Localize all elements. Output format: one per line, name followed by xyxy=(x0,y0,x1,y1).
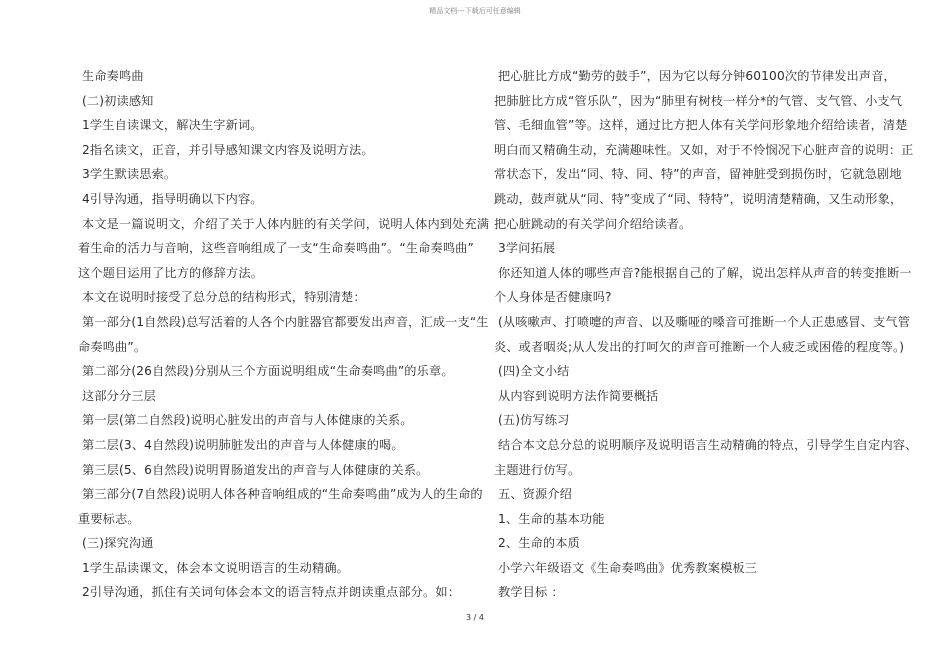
text-line: 把心脏跳动的有关学问介绍给读者。 xyxy=(494,216,692,231)
text-line: 小学六年级语文《生命奏鸣曲》优秀教案模板三 xyxy=(498,560,758,575)
text-line: 跳动，鼓声就从“同、特”变成了“同、特特”，说明清楚精确，又生动形象， xyxy=(494,191,903,206)
text-line: 这部分分三层 xyxy=(82,388,157,403)
text-line: (二)初读感知 xyxy=(82,93,154,108)
text-line: 3学问拓展 xyxy=(498,241,556,256)
text-line: 第二层(3、4自然段)说明肺脏发出的声音与人体健康的喝。 xyxy=(82,437,404,452)
page-header: 精品文档---下载后可任意编辑 xyxy=(429,7,521,15)
text-line: 常状态下，发出“同、特、同、特”的声音，留神脏受到损伤时，它就急剧地 xyxy=(494,167,902,182)
text-line: 1、生命的基本功能 xyxy=(498,511,605,526)
text-line: 第三层(5、6自然段)说明胃肠道发出的声音与人体健康的关系。 xyxy=(82,462,429,477)
text-line: (四)全文小结 xyxy=(498,364,570,379)
text-line: 生命奏鸣曲 xyxy=(82,69,144,83)
text-line: 1学生品读课文，体会本文说明语言的生动精确。 xyxy=(82,560,349,575)
text-line: (三)探究沟通 xyxy=(82,536,154,551)
page-number: 3 / 4 xyxy=(466,613,484,622)
text-line: 教学目标 ： xyxy=(498,585,564,600)
text-line: 从内容到说明方法作简要概括 xyxy=(498,388,659,403)
text-line: 第三部分(7自然段)说明人体各种音响组成的“生命奏鸣曲”成为人的生命的 xyxy=(82,487,483,502)
text-line: 第一层(第二自然段)说明心脏发出的声音与人体健康的关系。 xyxy=(82,413,413,428)
text-line: 管、毛细血管”等。这样，通过比方把人体有关学问形象地介绍给读者，清楚 xyxy=(494,118,908,133)
text-line: 主题进行仿写。 xyxy=(494,462,581,477)
text-line: 第一部分(1自然段)总写活着的人各个内脏器官都要发出声音，汇成一支“生 xyxy=(82,314,489,329)
text-line: 五、资源介绍 xyxy=(498,487,573,502)
left-column xyxy=(78,64,490,605)
text-line: 2引导沟通，抓住有关词句体会本文的语言特点并朗读重点部分。如： xyxy=(82,585,461,600)
text-line: 把肺脏比方成“管乐队”，因为“肺里有树枝一样分*的气管、支气管、小支气 xyxy=(494,93,903,108)
text-line: 3学生默读思索。 xyxy=(82,167,177,182)
text-line: 本文是一篇说明文，介绍了关于人体内脏的有关学问，说明人体内到处充满 xyxy=(82,216,490,231)
right-column xyxy=(494,64,918,605)
text-line: 把心脏比方成“勤劳的鼓手”，因为它以每分钟60100次的节律发出声音， xyxy=(498,69,896,83)
text-line: 这个题目运用了比方的修辞方法。 xyxy=(78,265,264,280)
text-line: 重要标志。 xyxy=(78,511,140,526)
text-line: 4引导沟通，指导明确以下内容。 xyxy=(82,191,263,206)
text-line: (从咳嗽声、打喷嚏的声音、以及嘶哑的嗓音可推断一个人正患感冒、支气管 xyxy=(498,314,911,329)
text-line: 着生命的活力与音响，这些音响组成了一支“生命奏鸣曲”。“生命奏鸣曲” xyxy=(78,241,474,256)
text-line: 1学生自读课文，解决生字新词。 xyxy=(82,118,263,133)
text-line: 本文在说明时接受了总分总的结构形式，特别清楚： xyxy=(82,290,366,305)
text-line: 个人身体是否健康吗? xyxy=(494,290,612,305)
text-line: 炎、或者咽炎;从人发出的打呵欠的声音可推断一个人疲乏或困倦的程度等。) xyxy=(494,339,905,354)
text-line: 第二部分(26自然段)分别从三个方面说明组成“生命奏鸣曲”的乐章。 xyxy=(82,364,454,379)
text-line: 结合本文总分总的说明顺序及说明语言生动精确的特点，引导学生自定内容、 xyxy=(498,437,918,452)
text-line: (五)仿写练习 xyxy=(498,413,570,428)
text-line: 明白而又精确生动，充满趣味性。又如，对于不怜悯况下心脏声音的说明：正 xyxy=(494,142,914,157)
text-line: 命奏鸣曲”。 xyxy=(78,339,147,354)
text-line: 你还知道人体的哪些声音?能根据自己的了解，说出怎样从声音的转变推断一 xyxy=(498,265,912,280)
text-line: 2、生命的本质 xyxy=(498,536,580,551)
text-line: 2指名读文，正音，并引导感知课文内容及说明方法。 xyxy=(82,142,374,157)
